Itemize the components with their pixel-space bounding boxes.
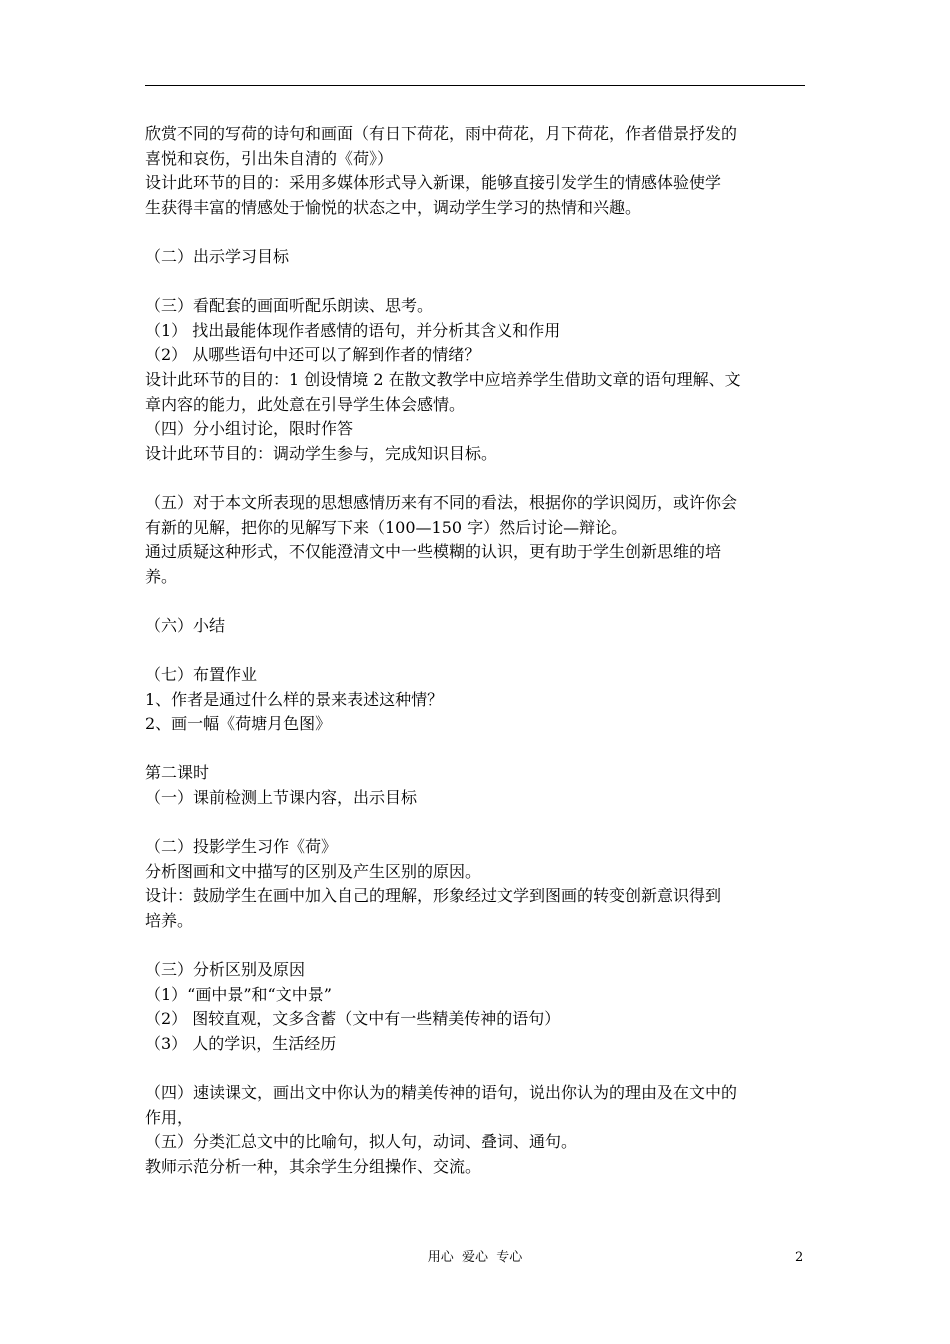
text-line: （2） 图较直观，文多含蓄（文中有一些精美传神的语句）	[145, 1009, 561, 1029]
text-line: （3） 人的学识，生活经历	[145, 1033, 337, 1053]
text-line: 第二课时	[145, 763, 210, 783]
blank-line	[145, 1057, 810, 1082]
text-line: （六）小结	[145, 615, 226, 635]
header-rule	[145, 85, 805, 86]
text-line: （五）分类汇总文中的比喻句，拟人句，动词、叠词、通句。	[145, 1132, 578, 1152]
text-line: 教师示范分析一种，其余学生分组操作、交流。	[145, 1156, 482, 1176]
blank-line	[145, 811, 810, 836]
blank-line	[145, 589, 810, 614]
blank-line	[145, 638, 810, 663]
text-line: 章内容的能力，此处意在引导学生体会感情。	[145, 394, 466, 414]
text-line: （二）投影学生习作《荷》	[145, 837, 338, 857]
text-line: 设计此环节目的：调动学生参与，完成知识目标。	[145, 443, 498, 463]
blank-line	[145, 737, 810, 762]
text-line: （1） 找出最能体现作者感情的语句，并分析其含义和作用	[145, 320, 561, 340]
text-line: （七）布置作业	[145, 665, 258, 685]
text-line: （三）看配套的画面听配乐朗读、思考。	[145, 296, 434, 316]
blank-line	[145, 934, 810, 959]
page-footer	[0, 1248, 950, 1268]
text-line: 设计此环节的目的：采用多媒体形式导入新课，能够直接引发学生的情感体验使学	[145, 173, 722, 193]
text-line: 设计此环节的目的：1 创设情境 2 在散文教学中应培养学生借助文章的语句理解、文	[145, 369, 741, 389]
text-line: 欣赏不同的写荷的诗句和画面（有日下荷花，雨中荷花，月下荷花，作者借景抒发的	[145, 124, 738, 143]
text-line: （五）对于本文所表现的思想感情历来有不同的看法，根据你的学识阅历，或许你会	[145, 492, 738, 512]
text-line: 生获得丰富的情感处于愉悦的状态之中，调动学生学习的热情和兴趣。	[145, 197, 642, 217]
text-line: 有新的见解，把你的见解写下来（100—150 字）然后讨论—辩论。	[145, 517, 628, 537]
text-line: （1）“画中景”和“文中景”	[145, 984, 332, 1004]
text-line: 分析图画和文中描写的区别及产生区别的原因。	[145, 861, 482, 881]
text-line: 1、作者是通过什么样的景来表述这种情？	[145, 689, 444, 709]
footer-slogan: 用心 爱心 专心	[427, 1250, 523, 1265]
text-line: 养。	[145, 566, 178, 586]
document-body	[145, 122, 810, 1180]
text-line: 作用，	[145, 1107, 194, 1127]
text-line: （四）分小组讨论，限时作答	[145, 419, 354, 439]
text-line: 2、画一幅《荷塘月色图》	[145, 714, 332, 734]
blank-line	[145, 270, 810, 295]
text-line: （四）速读课文，画出文中你认为的精美传神的语句，说出你认为的理由及在文中的	[145, 1083, 738, 1103]
text-line: （一）课前检测上节课内容，出示目标	[145, 788, 418, 808]
text-line: （二）出示学习目标	[145, 246, 290, 266]
text-line: （2） 从哪些语句中还可以了解到作者的情绪？	[145, 345, 481, 365]
text-line: 培养。	[145, 911, 194, 930]
text-line: （三）分析区别及原因	[145, 960, 306, 980]
blank-line	[145, 220, 810, 245]
text-line: 通过质疑这种形式，不仅能澄清文中一些模糊的认识，更有助于学生创新思维的培	[145, 542, 722, 562]
blank-line	[145, 466, 810, 491]
page-number: 2	[795, 1250, 804, 1265]
text-line: 设计：鼓励学生在画中加入自己的理解，形象经过文学到图画的转变创新意识得到	[145, 886, 722, 906]
text-line: 喜悦和哀伤，引出朱自清的《荷》）	[145, 148, 394, 168]
